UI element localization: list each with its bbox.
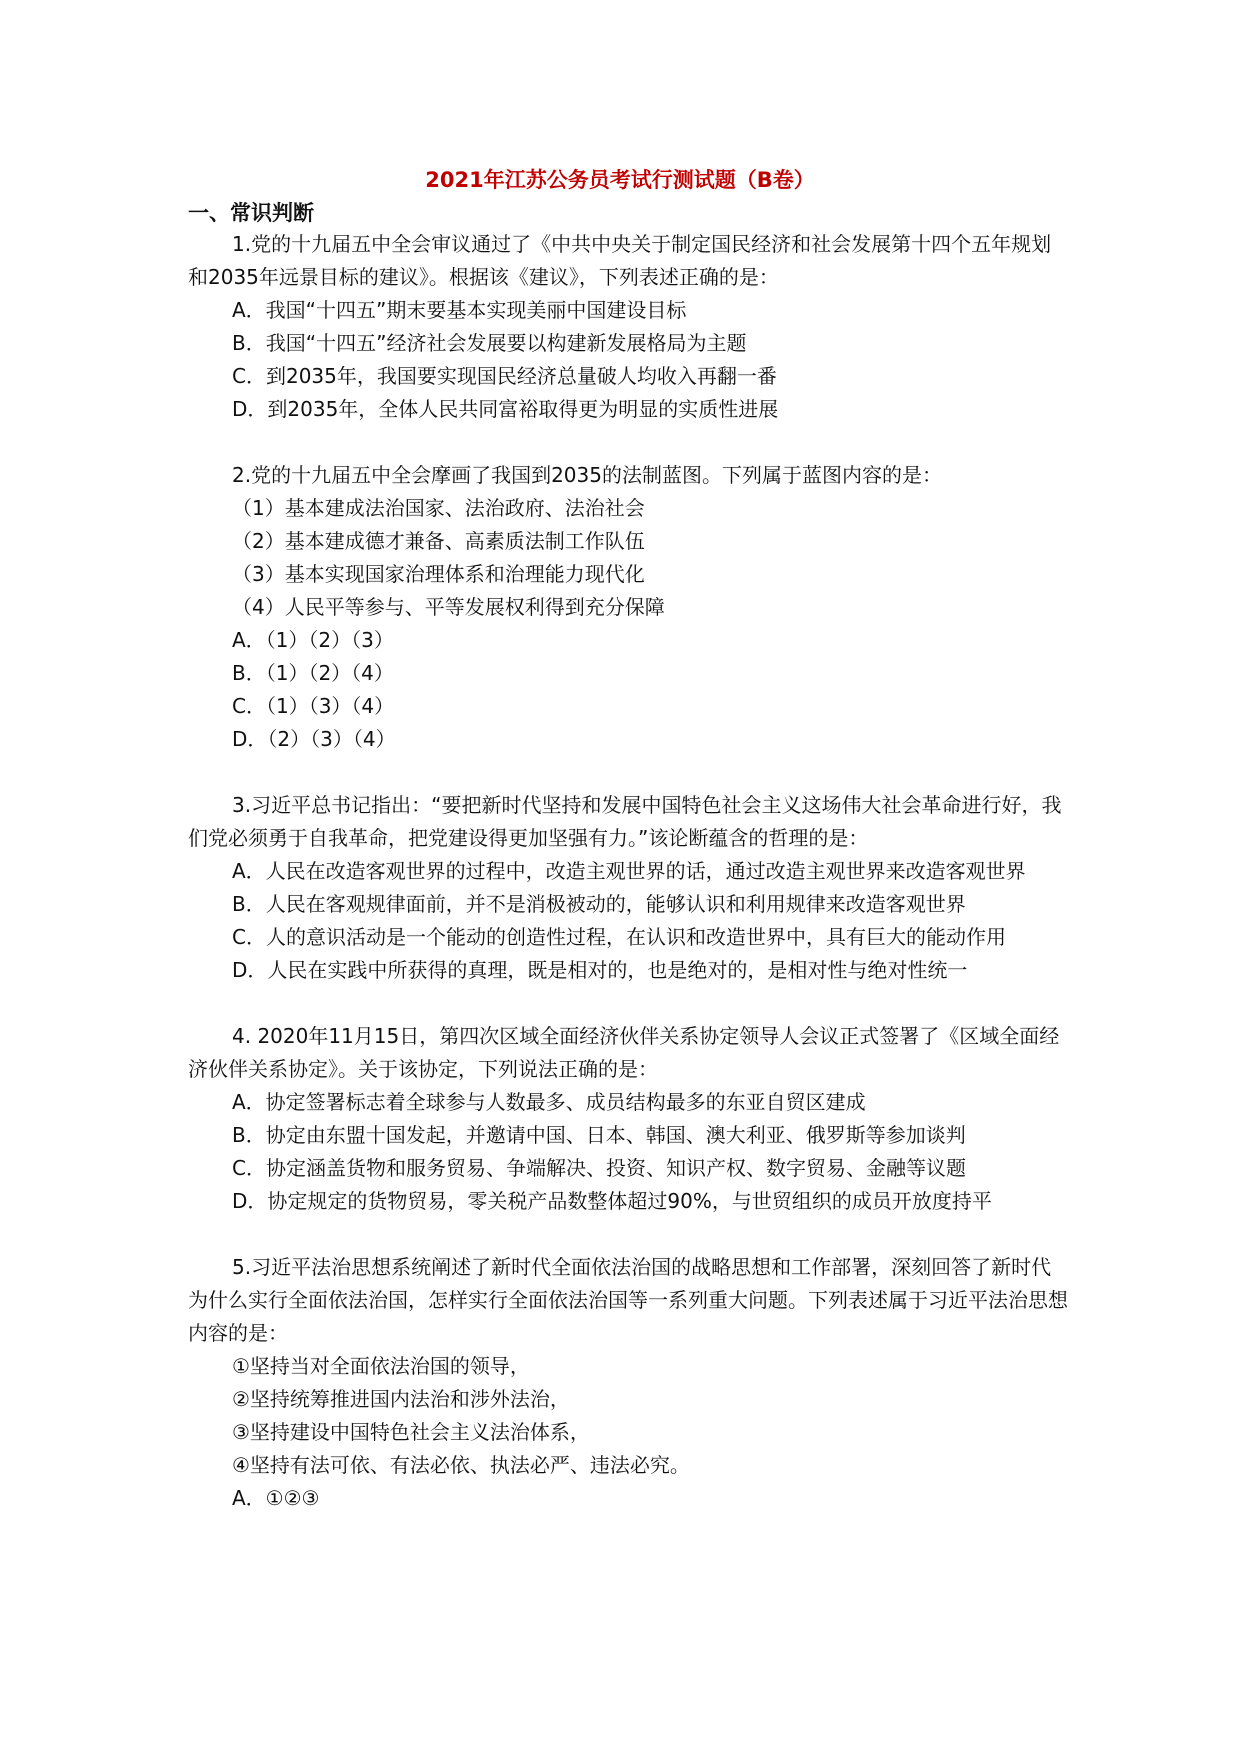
question-5	[188, 1251, 1068, 1515]
question-2	[188, 459, 1068, 756]
statement-item: （3）基本实现国家治理体系和治理能力现代化	[232, 562, 645, 586]
statement-item: （2）基本建成德才兼备、高素质法制工作队伍	[232, 529, 645, 553]
option-c: C．到2035年，我国要实现国民经济总量破人均收入再翻一番	[232, 364, 777, 388]
option-d: D．协定规定的货物贸易，零关税产品数整体超过90%，与世贸组织的成员开放度持平	[232, 1189, 992, 1213]
question-stem: 2.党的十九届五中全会摩画了我国到2035的法制蓝图。下列属于蓝图内容的是：	[232, 463, 942, 487]
question-list	[188, 228, 1068, 1515]
option-b: B．我国“十四五”经济社会发展要以构建新发展格局为主题	[232, 331, 747, 355]
question-4	[188, 1020, 1068, 1218]
option-b: B．（1）（2）（4）	[232, 661, 394, 685]
question-stem: 1.党的十九届五中全会审议通过了《中共中央关于制定国民经济和社会发展第十四个五年规划和2035年远景目标的建议》。根据该《建议》，下列表述正确的是：	[188, 232, 1052, 289]
option-d: D．人民在实践中所获得的真理，既是相对的，也是绝对的，是相对性与绝对性统一	[232, 958, 968, 982]
option-b: B．协定由东盟十国发起，并邀请中国、日本、韩国、澳大利亚、俄罗斯等参加谈判	[232, 1123, 966, 1147]
question-3	[188, 789, 1068, 987]
statement-item: ③坚持建设中国特色社会主义法治体系，	[232, 1420, 590, 1444]
option-c: C．人的意识活动是一个能动的创造性过程，在认识和改造世界中，具有巨大的能动作用	[232, 925, 1006, 949]
option-a: A．我国“十四五”期末要基本实现美丽中国建设目标	[232, 298, 687, 322]
question-stem: 4. 2020年11月15日，第四次区域全面经济伙伴关系协定领导人会议正式签署了《区域全面经济伙伴关系协定》。关于该协定，下列说法正确的是：	[188, 1024, 1060, 1081]
question-1	[188, 228, 1068, 426]
statement-item: （1）基本建成法治国家、法治政府、法治社会	[232, 496, 645, 520]
option-a: A．①②③	[232, 1486, 320, 1510]
option-d: D．（2）（3）（4）	[232, 727, 396, 751]
statement-item: ④坚持有法可依、有法必依、执法必严、违法必究。	[232, 1453, 690, 1477]
section-heading: 一、常识判断	[188, 201, 314, 225]
option-c: C．协定涵盖货物和服务贸易、争端解决、投资、知识产权、数字贸易、金融等议题	[232, 1156, 966, 1180]
question-stem: 5.习近平法治思想系统阐述了新时代全面依法治国的战略思想和工作部署，深刻回答了新时代为什么实行全面依法治国，怎样实行全面依法治国等一系列重大问题。下列表述属于习近平法治思想内容的是：	[188, 1255, 1068, 1345]
document-title: 2021年江苏公务员考试行测试题（B卷）	[425, 168, 815, 192]
option-c: C．（1）（3）（4）	[232, 694, 395, 718]
option-d: D．到2035年，全体人民共同富裕取得更为明显的实质性进展	[232, 397, 779, 421]
option-a: A．（1）（2）（3）	[232, 628, 394, 652]
statement-item: ②坚持统筹推进国内法治和涉外法治，	[232, 1387, 570, 1411]
question-stem: 3.习近平总书记指出：“要把新时代坚持和发展中国特色社会主义这场伟大社会革命进行好，我们党必须勇于自我革命，把党建设得更加坚强有力。”该论断蕴含的哲理的是：	[188, 793, 1062, 850]
statement-item: ①坚持当对全面依法治国的领导，	[232, 1354, 530, 1378]
option-b: B．人民在客观规律面前，并不是消极被动的，能够认识和利用规律来改造客观世界	[232, 892, 966, 916]
statement-item: （4）人民平等参与、平等发展权利得到充分保障	[232, 595, 665, 619]
option-a: A．人民在改造客观世界的过程中，改造主观世界的话，通过改造主观世界来改造客观世界	[232, 859, 1026, 883]
option-a: A．协定签署标志着全球参与人数最多、成员结构最多的东亚自贸区建成	[232, 1090, 866, 1114]
